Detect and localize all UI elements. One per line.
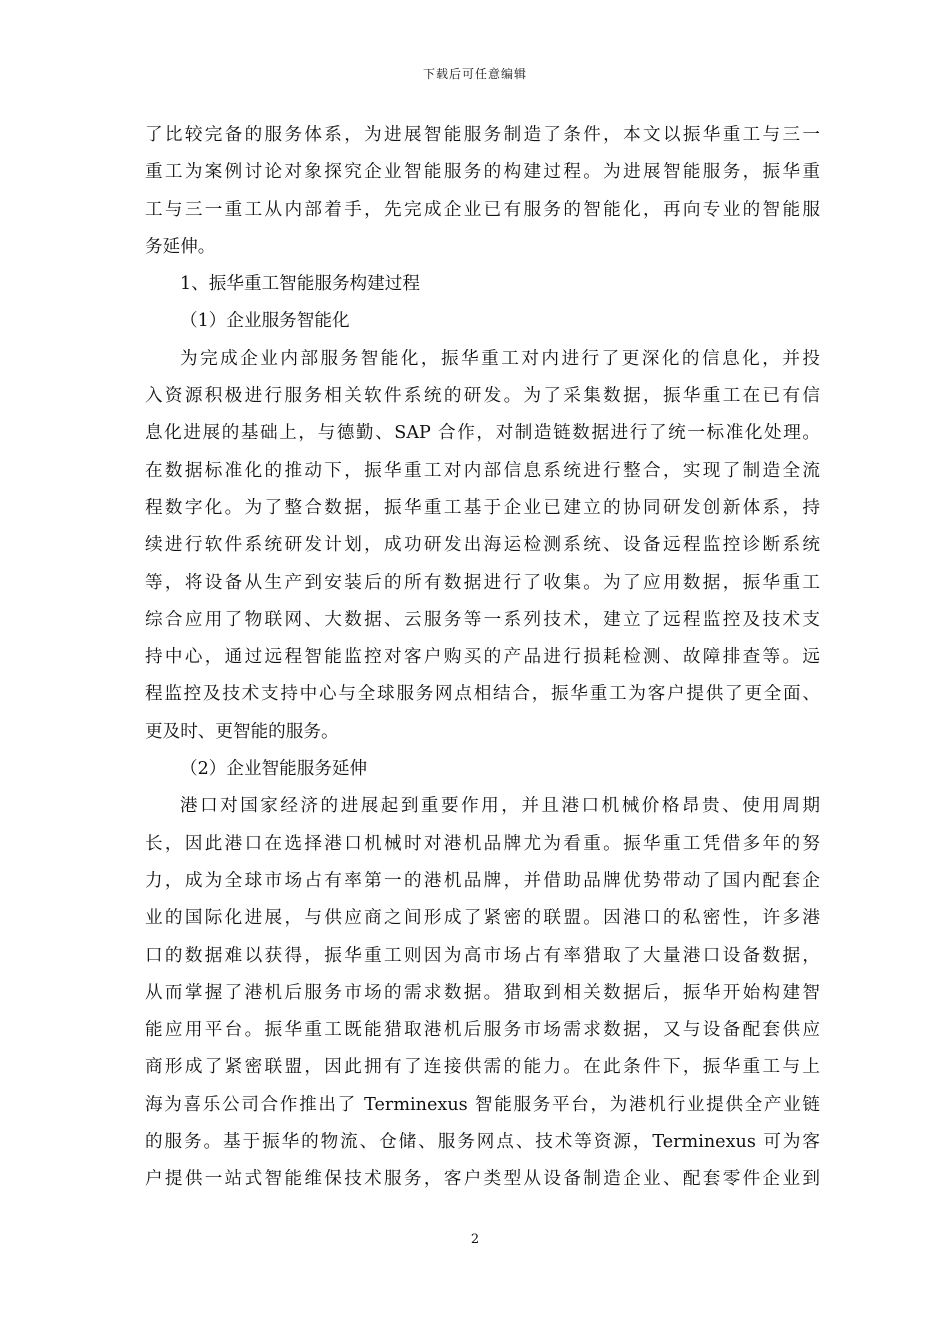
page-number: 2 bbox=[470, 1232, 480, 1247]
text-line: 在数据标准化的推动下，振华重工对内部信息系统进行整合，实现了制造全流 bbox=[145, 460, 820, 481]
text-line: 工与三一重工从内部着手，先完成企业已有服务的智能化，再向专业的智能服 bbox=[145, 199, 820, 220]
text-line: 商形成了紧密联盟，因此拥有了连接供需的能力。在此条件下，振华重工与上 bbox=[145, 1057, 820, 1078]
text-line: 力，成为全球市场占有率第一的港机品牌，并借助品牌优势带动了国内配套企 bbox=[145, 870, 820, 891]
text-line: 业的国际化进展，与供应商之间形成了紧密的联盟。因港口的私密性，许多港 bbox=[145, 908, 820, 929]
text-line: 口的数据难以获得，振华重工则因为高市场占有率猎取了大量港口设备数据， bbox=[145, 945, 820, 966]
page-header: 下载后可任意编辑 bbox=[422, 67, 527, 81]
text-line: 等，将设备从生产到安装后的所有数据进行了收集。为了应用数据，振华重工 bbox=[145, 572, 820, 593]
text-line: 1、振华重工智能服务构建过程 bbox=[180, 274, 420, 295]
text-line: 了比较完备的服务体系，为进展智能服务制造了条件，本文以振华重工与三一 bbox=[145, 125, 820, 145]
text-line: 长，因此港口在选择港口机械时对港机品牌尤为看重。振华重工凭借多年的努 bbox=[145, 833, 820, 854]
text-line: 程监控及技术支持中心与全球服务网点相结合，振华重工为客户提供了更全面、 bbox=[145, 684, 820, 705]
text-line: 户提供一站式智能维保技术服务，客户类型从设备制造企业、配套零件企业到 bbox=[145, 1169, 820, 1190]
text-line: 海为喜乐公司合作推出了 Terminexus 智能服务平台，为港机行业提供全产业链 bbox=[145, 1094, 820, 1115]
text-line: 续进行软件系统研发计划，成功研发出海运检测系统、设备远程监控诊断系统 bbox=[145, 535, 820, 556]
text-line: 程数字化。为了整合数据，振华重工基于企业已建立的协同研发创新体系，持 bbox=[145, 497, 820, 518]
text-line: （1）企业服务智能化 bbox=[180, 311, 350, 332]
text-line: 持中心，通过远程智能监控对客户购买的产品进行损耗检测、故障排查等。远 bbox=[145, 647, 820, 668]
text-line: 更及时、更智能的服务。 bbox=[145, 721, 339, 742]
text-line: 务延伸。 bbox=[145, 236, 216, 257]
text-line: 为完成企业内部服务智能化，振华重工对内进行了更深化的信息化，并投 bbox=[180, 348, 820, 369]
text-line: 能应用平台。振华重工既能猎取港机后服务市场需求数据，又与设备配套供应 bbox=[145, 1020, 820, 1041]
document-body bbox=[145, 117, 820, 1199]
text-line: 从而掌握了港机后服务市场的需求数据。猎取到相关数据后，振华开始构建智 bbox=[145, 982, 820, 1003]
text-line: 的服务。基于振华的物流、仓储、服务网点、技术等资源，Terminexus 可为客 bbox=[145, 1132, 820, 1153]
text-line: 港口对国家经济的进展起到重要作用，并且港口机械价格昂贵、使用周期 bbox=[180, 796, 820, 817]
text-line: （2）企业智能服务延伸 bbox=[180, 759, 368, 780]
text-line: 入资源积极进行服务相关软件系统的研发。为了采集数据，振华重工在已有信 bbox=[145, 386, 820, 407]
text-line: 息化进展的基础上，与德勤、SAP 合作，对制造链数据进行了统一标准化处理。 bbox=[145, 423, 820, 444]
text-line: 综合应用了物联网、大数据、云服务等一系列技术，建立了远程监控及技术支 bbox=[145, 609, 820, 630]
text-line: 重工为案例讨论对象探究企业智能服务的构建过程。为进展智能服务，振华重 bbox=[145, 162, 820, 183]
